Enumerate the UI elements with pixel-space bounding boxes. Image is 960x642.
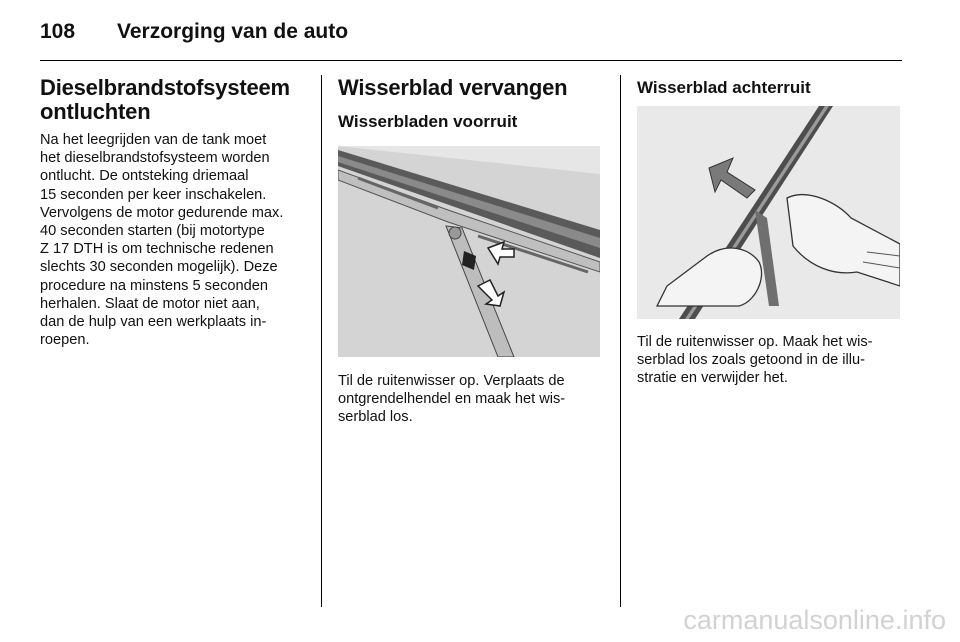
text-line: Z 17 DTH is om technische redenen (40, 241, 274, 258)
text-line: dan de hulp van een werkplaats in- (40, 314, 267, 331)
heading-diesel-line1: Dieselbrandstofsysteem (40, 75, 290, 100)
heading-wiper-replace: Wisserblad vervangen (338, 75, 568, 100)
text-line: 15 seconden per keer inschakelen. (40, 186, 267, 203)
text-line: Til de ruitenwisser op. Maak het wis- (637, 334, 873, 350)
subheading-front-wiper: Wisserbladen voorruit (338, 112, 518, 131)
column-divider-2 (620, 75, 621, 607)
text-line: 40 seconden starten (bij motortype (40, 223, 265, 240)
column-rear-wiper (637, 76, 907, 98)
subheading-rear-wiper: Wisserblad achterruit (637, 78, 811, 97)
watermark: carmanualsonline.info (683, 605, 946, 635)
heading-diesel-line2: ontluchten (40, 99, 151, 124)
text-line: ontgrendelhendel en maak het wis- (338, 391, 566, 408)
front-wiper-caption (338, 372, 610, 427)
text-line: roepen. (40, 332, 90, 349)
text-line: Na het leegrijden van de tank moet (40, 132, 267, 148)
text-line: Til de ruitenwisser op. Verplaats de (338, 373, 565, 389)
text-line: serblad los. (338, 409, 413, 426)
text-line: Vervolgens de motor gedurende max. (40, 204, 284, 221)
page-number: 108 (40, 20, 76, 43)
text-line: ontlucht. De ontsteking driemaal (40, 168, 249, 185)
rear-wiper-illustration (637, 106, 900, 319)
heading-diesel (40, 76, 310, 124)
text-line: het dieselbrandstofsysteem worden (40, 150, 270, 167)
text-line: herhalen. Slaat de motor niet aan, (40, 295, 260, 312)
text-line: stratie en verwijder het. (637, 370, 788, 387)
text-line: serblad los zoals getoond in de illu- (637, 352, 865, 369)
page-header (40, 20, 902, 60)
rear-wiper-caption (637, 333, 907, 388)
section-title: Verzorging van de auto (117, 20, 349, 43)
column-front-wiper (338, 76, 610, 132)
text-line: procedure na minstens 5 seconden (40, 277, 268, 294)
text-line: slechts 30 seconden mogelijk). Deze (40, 259, 278, 276)
column-diesel (40, 76, 310, 349)
front-wiper-illustration (338, 146, 600, 357)
column-divider-1 (321, 75, 322, 607)
diesel-paragraph (40, 131, 310, 349)
header-divider (40, 60, 902, 61)
